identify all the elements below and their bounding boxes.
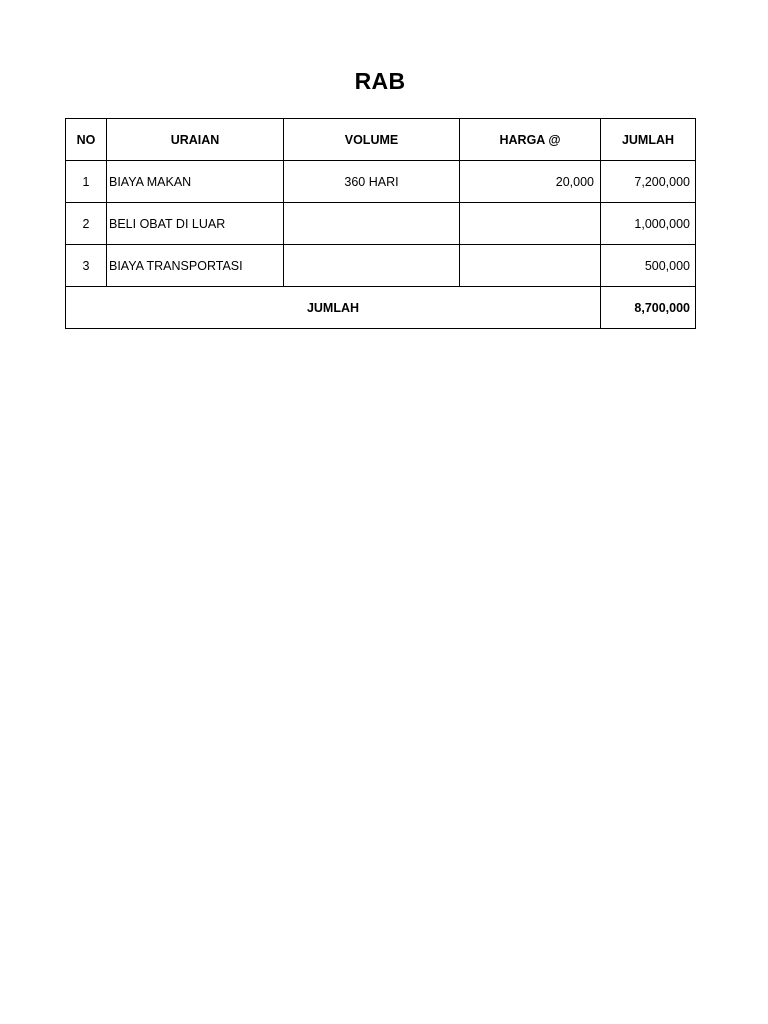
header-uraian: URAIAN (107, 119, 284, 161)
budget-table (65, 118, 696, 329)
row-harga: 20,000 (460, 161, 601, 203)
row-volume (284, 203, 460, 245)
table-row (66, 161, 696, 203)
row-no: 1 (66, 161, 107, 203)
row-no: 2 (66, 203, 107, 245)
row-jumlah: 500,000 (601, 245, 696, 287)
row-volume: 360 HARI (284, 161, 460, 203)
header-no: NO (66, 119, 107, 161)
row-uraian: BELI OBAT DI LUAR (107, 203, 284, 245)
row-jumlah: 7,200,000 (601, 161, 696, 203)
table-row (66, 245, 696, 287)
row-jumlah: 1,000,000 (601, 203, 696, 245)
header-jumlah: JUMLAH (601, 119, 696, 161)
table-row (66, 203, 696, 245)
total-value: 8,700,000 (601, 287, 696, 329)
total-label: JUMLAH (66, 287, 601, 329)
row-harga (460, 203, 601, 245)
row-harga (460, 245, 601, 287)
row-uraian: BIAYA TRANSPORTASI (107, 245, 284, 287)
row-volume (284, 245, 460, 287)
row-no: 3 (66, 245, 107, 287)
page-title: RAB (354, 68, 406, 94)
header-harga: HARGA @ (460, 119, 601, 161)
row-uraian: BIAYA MAKAN (107, 161, 284, 203)
table-header-row (66, 119, 696, 161)
total-row (66, 287, 696, 329)
header-volume: VOLUME (284, 119, 460, 161)
